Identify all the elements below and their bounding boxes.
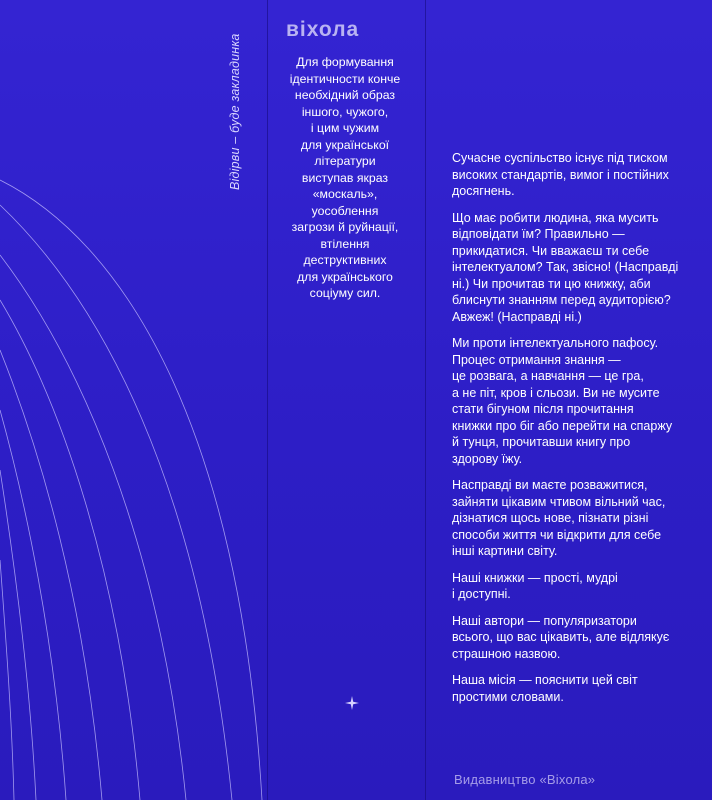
text-line: прикидатися. Чи вважаєш ти себе: [452, 243, 650, 258]
text-line: відповідати їм? Правильно —: [452, 227, 625, 241]
text-line: і доступні.: [452, 587, 511, 601]
paragraph: [452, 150, 692, 200]
text-line: Наші книжки — прості, мудрі: [452, 570, 618, 585]
quote-line: соціуму сил.: [309, 286, 381, 300]
text-line: способи життя чи відкрити для себе: [452, 527, 662, 542]
fold-line: [267, 0, 268, 800]
quote-line: ідентичности конче: [289, 71, 401, 86]
text-line: досягнень.: [452, 184, 515, 198]
quote-line: загрози й руйнації,: [291, 220, 399, 234]
quote-line: «москаль»,: [312, 187, 378, 201]
text-line: й тунця, прочитавши книгу про: [452, 435, 631, 449]
text-line: Ми проти інтелектуального пафосу.: [452, 336, 659, 350]
paragraph: [452, 613, 692, 663]
text-line: зайняти цікавим чтивом вільний час,: [452, 494, 666, 509]
text-line: Наша місія — пояснити цей світ: [452, 673, 638, 687]
text-line: Наші автори — популяризатори: [452, 613, 637, 628]
quote-line: Для формування: [296, 55, 394, 69]
text-line: страшною назвою.: [452, 646, 561, 661]
text-line: ні.) Чи прочитав ти цю книжку, аби: [452, 276, 651, 291]
quote-line: для української: [300, 137, 390, 152]
text-line: високих стандартів, вимог і постійних: [452, 167, 669, 182]
text-line: Процес отримання знання —: [452, 352, 621, 367]
text-line: книжки про біг або перейти на спаржу: [452, 418, 673, 433]
text-line: це розвага, а навчання — це гра,: [452, 369, 644, 383]
quote-line: деструктивних: [303, 253, 387, 267]
text-line: всього, що вас цікавить, але відлякує: [452, 630, 670, 644]
quote-line: втілення: [320, 236, 370, 251]
publisher-logo: віхола: [286, 18, 360, 41]
text-line: стати бігуном після прочитання: [452, 402, 634, 416]
paragraph: [452, 210, 692, 326]
text-line: дізнатися щось нове, пізнати різні: [452, 511, 649, 525]
text-line: здорову їжу.: [452, 451, 523, 466]
quote-line: для українського: [297, 269, 393, 284]
text-line: інтелектуалом? Так, звісно! (Насправді: [452, 260, 679, 274]
sparkle-star-icon: [345, 696, 359, 710]
manifesto-text: [452, 150, 692, 715]
text-line: інші картини світу.: [452, 544, 558, 558]
quote-line: іншого, чужого,: [301, 104, 389, 119]
paragraph: [452, 570, 692, 603]
text-line: блиснути знанням перед аудиторією?: [452, 293, 671, 307]
quote-line: виступав якраз: [301, 170, 389, 185]
quote-line: уособлення: [311, 203, 379, 218]
text-line: простими словами.: [452, 689, 564, 704]
text-line: а не піт, кров і сльози. Ви не мусите: [452, 385, 660, 400]
quote-line: необхідний образ: [294, 88, 396, 102]
text-line: Авжеж! (Насправді ні.): [452, 309, 582, 324]
text-line: Що має робити людина, яка мусить: [452, 210, 659, 225]
fold-line: [425, 0, 426, 800]
text-line: Насправді ви маєте розважитися,: [452, 478, 648, 492]
publisher-name: Видавництво «Віхола»: [454, 772, 596, 787]
quote-block: [275, 54, 415, 302]
quote-line: і цим чужим: [310, 121, 380, 135]
paragraph: [452, 672, 692, 705]
paragraph: [452, 477, 692, 560]
bookmark-note: Відірви – буде закладинка: [228, 33, 242, 190]
paragraph: [452, 335, 692, 467]
text-line: Сучасне суспільство існує під тиском: [452, 151, 668, 165]
quote-line: літератури: [314, 154, 376, 168]
